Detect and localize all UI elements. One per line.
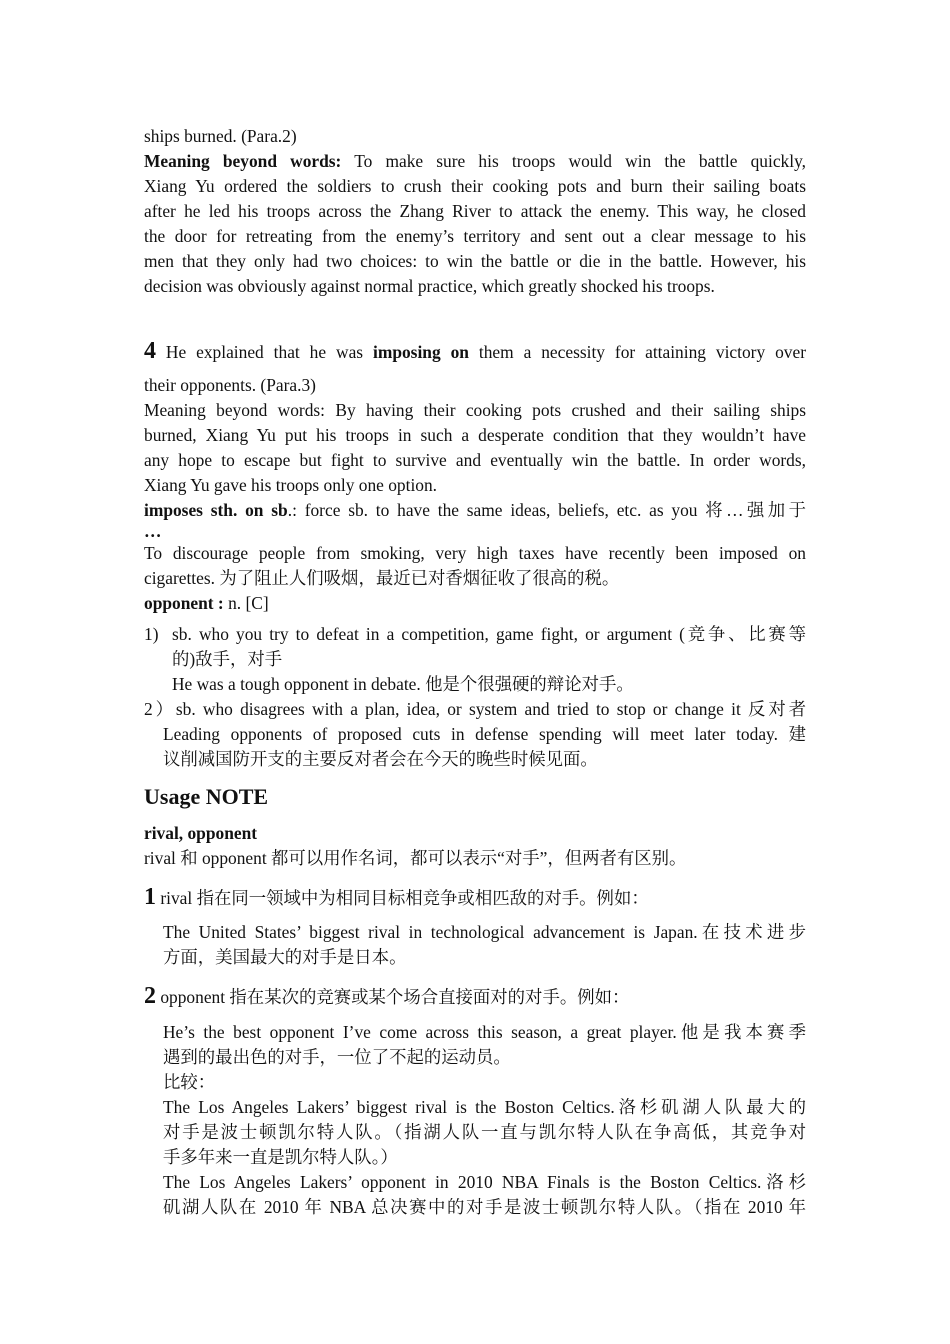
vocab-term: imposes sth. on sb [144, 500, 288, 520]
item-4-continued [144, 373, 806, 616]
point-number: 1 [144, 884, 156, 910]
example-sentence: 方面，美国最大的对手是日本。 [163, 947, 407, 967]
meaning-text: after he led his troops across the Zhang River to attack the enemy. This way, he closed [144, 201, 806, 221]
meaning-text: To make sure his troops would win the battle quickly, [341, 151, 806, 171]
example-sentence: He’s the best opponent I’ve come across this season, a great player.他是我本赛季 [163, 1022, 806, 1042]
example-sentence: cigarettes. 为了阻止人们吸烟，最近已对香烟征收了很高的税。 [144, 568, 620, 588]
usage-intro-text: rival 和 opponent 都可以用作名词，都可以表示“对手”，但两者有区别。 [144, 848, 687, 868]
compare-label: 比较： [163, 1072, 216, 1092]
meaning-text: Meaning beyond words: By having their cooking pots crushed and their sailing ships [144, 400, 806, 420]
usage-intro [144, 821, 806, 871]
example-sentence: 手多年来一直是凯尔特人队。） [163, 1147, 398, 1167]
item-4: 4 He explained that he was imposing on them a necessity for attaining victory over [144, 338, 806, 364]
sense-number: 1) [144, 624, 159, 644]
item-number: 4 [144, 338, 156, 364]
key-phrase: imposing on [373, 342, 469, 362]
usage-point-1 [144, 881, 806, 914]
point-text: opponent 指在某次的竞赛或某个场合直接面对的对手。例如： [156, 987, 630, 1007]
meaning-block-1 [144, 124, 806, 299]
meaning-text: any hope to escape but fight to survive and eventually win the battle. In order words, [144, 450, 806, 470]
example-sentence: To discourage people from smoking, very high taxes have recently been imposed on [144, 543, 806, 563]
part-of-speech: n. [C] [223, 593, 269, 613]
example-sentence: The United States’ biggest rival in technological advancement is Japan.在技术进步 [163, 922, 806, 942]
vocab-term: opponent : [144, 593, 224, 613]
meaning-text: the door for retreating from the enemy’s territory and sent out a clear message to his [144, 226, 806, 246]
point-text: rival 指在同一领域中为相同目标相竞争或相匹敌的对手。例如： [156, 888, 649, 908]
sense-definition: sb. who you try to defeat in a competition, game fight, or argument (竞争、比赛等 [172, 624, 806, 644]
ellipsis: … [144, 521, 162, 541]
sense-definition: 的)敌手，对手 [172, 649, 283, 669]
usage-heading-block [144, 783, 806, 812]
section-heading: Usage NOTE [144, 784, 269, 809]
example-sentence: 遇到的最出色的对手，一位了不起的运动员。 [163, 1047, 511, 1067]
example-sentence: 矶湖人队在 2010 年 NBA 总决赛中的对手是波士顿凯尔特人队。（指在 2010 年 [163, 1197, 806, 1217]
usage-point-2 [144, 980, 806, 1013]
meaning-text: Xiang Yu gave his troops only one option. [144, 475, 438, 495]
usage-subheading: rival, opponent [144, 823, 258, 843]
sentence-line: their opponents. (Para.3) [144, 375, 316, 395]
meaning-text: Xiang Yu ordered the soldiers to crush their cooking pots and burn their sailing boats [144, 176, 806, 196]
meaning-text: men that they only had two choices: to win the battle or die in the battle. However, his [144, 251, 806, 271]
meaning-label: Meaning beyond words: [144, 151, 342, 171]
meaning-text: decision was obviously against normal practice, which greatly shocked his troops. [144, 276, 715, 296]
sense-definition: 2）sb. who disagrees with a plan, idea, or system and tried to stop or change it 反对者 [144, 699, 806, 719]
point-number: 2 [144, 983, 156, 1009]
meaning-text: burned, Xiang Yu put his troops in such a desperate condition that they wouldn’t have [144, 425, 806, 445]
para-reference: ships burned. (Para.2) [144, 126, 297, 146]
sense-1 [144, 622, 806, 697]
vocab-definition: .: force sb. to have the same ideas, beliefs, etc. as you 将…强加于 [287, 500, 806, 520]
usage-point-2-examples [144, 1020, 806, 1220]
example-sentence: The Los Angeles Lakers’ biggest rival is the Boston Celtics.洛杉矶湖人队最大的 [163, 1097, 806, 1117]
example-sentence: 对手是波士顿凯尔特人队。（指湖人队一直与凯尔特人队在争高低，其竞争对 [163, 1122, 806, 1142]
example-sentence: Leading opponents of proposed cuts in defense spending will meet later today. 建 [163, 724, 806, 744]
example-sentence: The Los Angeles Lakers’ opponent in 2010 NBA Finals is the Boston Celtics.洛杉 [163, 1172, 806, 1192]
example-sentence: 议削减国防开支的主要反对者会在今天的晚些时候见面。 [163, 749, 598, 769]
example-sentence: He was a tough opponent in debate. 他是个很强硬的辩论对手。 [172, 674, 634, 694]
usage-point-1-example [144, 920, 806, 970]
sense-2 [144, 697, 806, 772]
